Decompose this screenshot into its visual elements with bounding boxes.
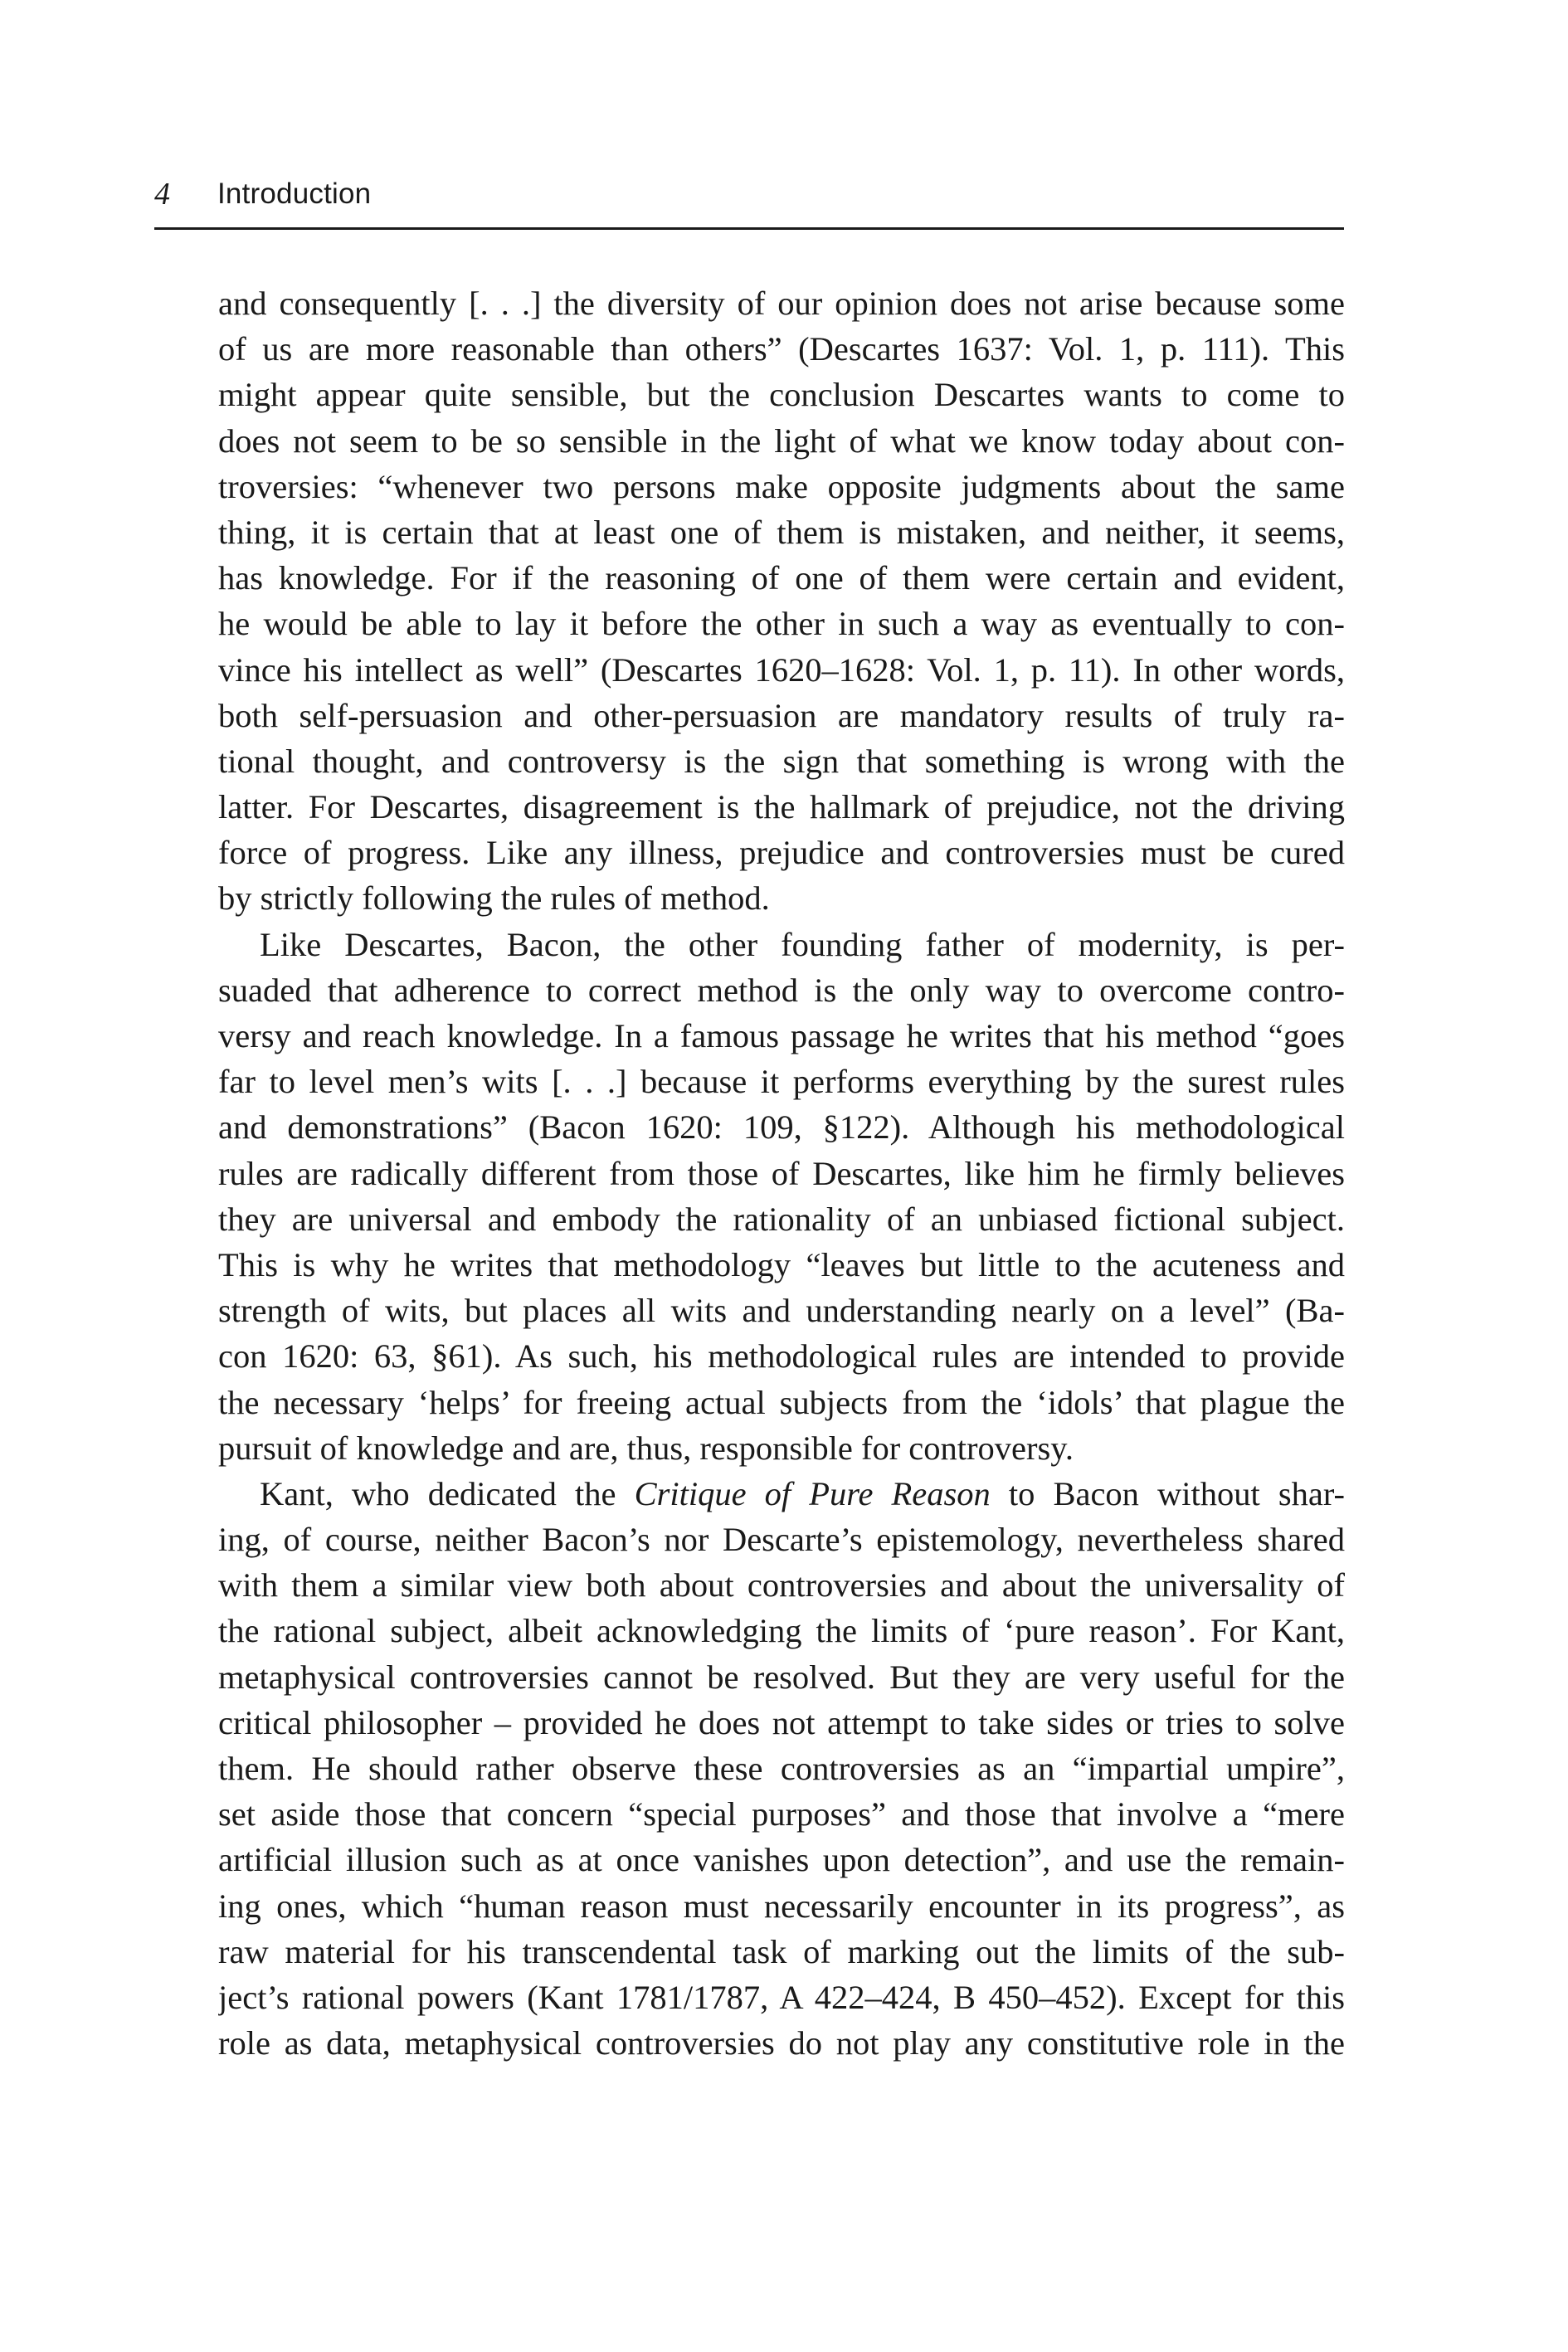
text-line: the rational subject, albeit acknowledging the limits of ‘pure reason’. For Kant, bbox=[218, 1612, 1345, 1650]
text-line: and consequently [. . .] the diversity of our opinion does not arise because some bbox=[218, 285, 1345, 322]
text-segment: to Bacon without shar- bbox=[990, 1474, 1345, 1512]
text-line: critical philosopher – provided he does not attempt to take sides or tries to solve bbox=[218, 1703, 1345, 1741]
text-line: suaded that adherence to correct method is the only way to overcome contro- bbox=[218, 971, 1345, 1009]
text-line: versy and reach knowledge. In a famous passage he writes that his method “goes bbox=[218, 1017, 1345, 1054]
text-line: he would be able to lay it before the other in such a way as eventually to con- bbox=[218, 605, 1345, 643]
text-line: This is why he writes that methodology “leaves but little to the acuteness and bbox=[218, 1245, 1345, 1283]
text-line: of us are more reasonable than others” (Descartes 1637: Vol. 1, p. 111). This bbox=[218, 330, 1345, 368]
text-line: artificial illusion such as at once vanishes upon detection”, and use the remain- bbox=[218, 1841, 1345, 1879]
page-number: 4 bbox=[154, 177, 170, 212]
text-segment: Kant, who dedicated the bbox=[260, 1474, 635, 1512]
text-line: role as data, metaphysical controversies do not play any constitutive role in the bbox=[218, 2024, 1345, 2062]
book-title: Critique of Pure Reason bbox=[634, 1474, 991, 1512]
text-line: metaphysical controversies cannot be resolved. But they are very useful for the bbox=[218, 1658, 1345, 1696]
text-line-with-title bbox=[218, 1471, 1345, 1517]
text-line: ject’s rational powers (Kant 1781/1787, A 422–424, B 450–452). Except for this bbox=[218, 1978, 1345, 2016]
text-line: set aside those that concern “special purposes” and those that involve a “mere bbox=[218, 1795, 1345, 1833]
text-line: rules are radically different from those of Descartes, like him he firmly believes bbox=[218, 1154, 1345, 1192]
text-line: strength of wits, but places all wits and understanding nearly on a level” (Ba- bbox=[218, 1292, 1345, 1330]
text-line: ing ones, which “human reason must necessarily encounter in its progress”, as bbox=[218, 1887, 1345, 1925]
text-line: vince his intellect as well” (Descartes 1620–1628: Vol. 1, p. 11). In other words, bbox=[218, 650, 1345, 689]
text-line: the necessary ‘helps’ for freeing actual subjects from the ‘idols’ that plague the bbox=[218, 1383, 1345, 1421]
text-line: raw material for his transcendental task of marking out the limits of the sub- bbox=[218, 1932, 1345, 1970]
text-line: might appear quite sensible, but the conclusion Descartes wants to come to bbox=[218, 376, 1345, 414]
text-line: does not seem to be so sensible in the light of what we know today about con- bbox=[218, 421, 1345, 460]
text-line: ing, of course, neither Bacon’s nor Descarte’s epistemology, nevertheless shared bbox=[218, 1521, 1345, 1559]
text-line: both self-persuasion and other-persuasion are mandatory results of truly ra- bbox=[218, 696, 1345, 734]
running-head bbox=[154, 176, 1344, 230]
text-line: them. He should rather observe these controversies as an “impartial umpire”, bbox=[218, 1750, 1345, 1787]
text-line: con 1620: 63, §61). As such, his methodological rules are intended to provide bbox=[218, 1337, 1345, 1376]
text-line: has knowledge. For if the reasoning of one of them were certain and evident, bbox=[218, 559, 1345, 597]
text-line: with them a similar view both about controversies and about the universality of bbox=[218, 1566, 1345, 1605]
text-line: they are universal and embody the rationality of an unbiased fictional subject. bbox=[218, 1200, 1345, 1238]
text-line: Like Descartes, Bacon, the other founding father of modernity, is per- bbox=[260, 925, 1345, 963]
text-line: force of progress. Like any illness, prejudice and controversies must be cured bbox=[218, 834, 1345, 872]
body-text bbox=[218, 280, 1345, 2066]
text-line: tional thought, and controversy is the sign that something is wrong with the bbox=[218, 742, 1345, 780]
text-line: thing, it is certain that at least one of them is mistaken, and neither, it seems, bbox=[218, 513, 1345, 551]
text-line: troversies: “whenever two persons make opposite judgments about the same bbox=[218, 467, 1345, 505]
text-line: far to level men’s wits [. . .] because it performs everything by the surest rules bbox=[218, 1063, 1345, 1101]
text-line: by strictly following the rules of method. bbox=[218, 879, 770, 918]
text-line: and demonstrations” (Bacon 1620: 109, §122). Although his methodological bbox=[218, 1108, 1345, 1147]
section-title: Introduction bbox=[217, 178, 372, 210]
text-line: pursuit of knowledge and are, thus, responsible for controversy. bbox=[218, 1429, 1074, 1467]
text-line: latter. For Descartes, disagreement is the hallmark of prejudice, not the driving bbox=[218, 788, 1345, 826]
